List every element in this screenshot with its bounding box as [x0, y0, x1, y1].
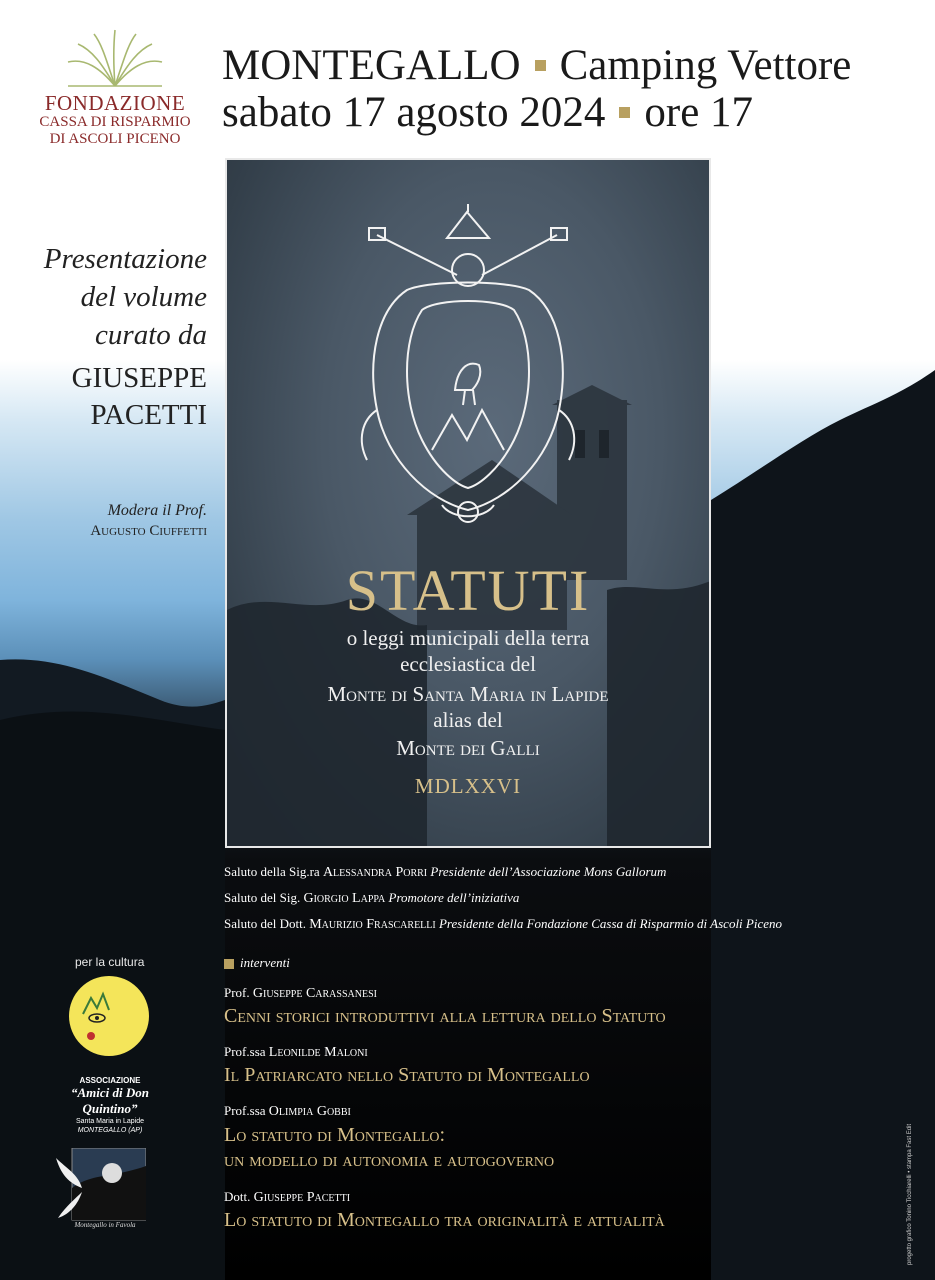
presentation-line: Presentazione: [43, 243, 207, 275]
greeting-name: Alessandra Porri: [322, 865, 428, 880]
foundation-line2: CASSA DI RISPARMIO: [39, 114, 191, 130]
greeting-item: [224, 916, 782, 933]
greeting-role: Promotore dell’iniziativa: [388, 890, 520, 905]
speaker-name: Leonilde Maloni: [268, 1045, 368, 1060]
book-subtitle-line: ecclesiastica del: [400, 652, 536, 676]
foundation-name: FONDAZIONE: [44, 91, 186, 115]
montegallo-in-favola-logo: [52, 1148, 146, 1230]
header-place: MONTEGALLO: [222, 42, 521, 89]
talk-title: Cenni storici introduttivi alla lettura dello Statuto: [224, 1005, 666, 1027]
greeting-item: [224, 890, 519, 907]
talk-title: Il Patriarcato nello Statuto di Montegallo: [224, 1064, 590, 1086]
speaker-title: Prof.ssa: [224, 1103, 266, 1118]
greeting-prefix: Saluto del Sig.: [224, 890, 301, 905]
greeting-prefix: Saluto del Dott.: [224, 916, 306, 931]
speaker-title: Dott.: [224, 1189, 251, 1204]
print-credit: progetto grafico Tonino Ticchiarelli • stampa Fast Edit: [907, 1123, 913, 1265]
speaker-name: Giuseppe Pacetti: [253, 1190, 351, 1205]
talk-title: Lo statuto di Montegallo tra originalità e attualità: [224, 1209, 665, 1231]
interventi-label: interventi: [240, 955, 290, 970]
favola-caption: Montegallo in Favola: [74, 1221, 136, 1229]
book-subtitle-line: Monte di Santa Maria in Lapide: [327, 682, 609, 706]
presentation-intro: [44, 240, 207, 354]
association-place: Santa Maria in Lapide: [75, 1118, 145, 1125]
greeting-role: Presidente dell’Associazione Mons Gallorum: [430, 864, 667, 879]
presentation-line: del volume: [80, 281, 207, 313]
greeting-prefix: Saluto della Sig.ra: [224, 864, 320, 879]
greeting-name: Giorgio Lappa: [303, 891, 386, 906]
header-separator: [535, 60, 546, 71]
book-title: STATUTI: [345, 558, 591, 623]
curator-first-name: GIUSEPPE: [71, 362, 207, 394]
greeting-role: Presidente della Fondazione Cassa di Risparmio di Ascoli Piceno: [438, 916, 783, 931]
speaker-name: Giuseppe Carassanesi: [252, 986, 377, 1001]
header-line2: [222, 90, 753, 136]
book-cover: [225, 158, 711, 848]
mons-gallorum-icon: [69, 976, 149, 1056]
speaker: [224, 985, 377, 1002]
association-logo: [45, 1076, 175, 1135]
speaker: [224, 1103, 351, 1120]
foundation-line3: DI ASCOLI PICENO: [49, 131, 181, 147]
header-date: sabato 17 agosto 2024: [222, 89, 606, 136]
header-venue: Camping Vettore: [559, 42, 852, 89]
book-subtitle-line: alias del: [433, 708, 503, 732]
speaker: [224, 1189, 350, 1206]
association-label: ASSOCIAZIONE: [79, 1076, 141, 1085]
foundation-logo: [30, 28, 200, 148]
interventi-bullet: [224, 959, 234, 969]
interventi-heading: [224, 955, 290, 971]
moderator-name: Augusto Ciuffetti: [90, 523, 207, 539]
moderator-intro: Modera il Prof.: [107, 502, 207, 519]
book-subtitle-line: Monte dei Galli: [396, 736, 540, 760]
association-name: “Amici di Don Quintino”: [70, 1085, 149, 1116]
speaker-title: Prof.ssa: [224, 1044, 266, 1059]
presentation-line: curato da: [95, 319, 207, 351]
header-time: ore 17: [644, 89, 754, 136]
foundation-fan-icon: [60, 28, 170, 90]
speaker-title: Prof.: [224, 985, 250, 1000]
mons-gallorum-logo: [69, 976, 149, 1056]
talk-title: Lo statuto di Montegallo:: [224, 1124, 446, 1146]
speaker-name: Olimpia Gobbi: [268, 1104, 351, 1119]
talk-title: un modello di autonomia e autogoverno: [224, 1149, 555, 1171]
greeting-item: [224, 864, 666, 881]
book-year: MDLXXVI: [414, 774, 522, 798]
speaker: [224, 1044, 368, 1061]
book-subtitle-line: o leggi municipali della terra: [346, 626, 590, 650]
header-separator: [619, 107, 630, 118]
curator-last-name: PACETTI: [90, 399, 207, 431]
association-town: MONTEGALLO (AP): [77, 1127, 143, 1134]
per-la-cultura-label: per la cultura: [75, 955, 145, 969]
greeting-name: Maurizio Frascarelli: [309, 917, 436, 932]
header-line1: [222, 43, 851, 89]
curator-name: [72, 360, 207, 434]
